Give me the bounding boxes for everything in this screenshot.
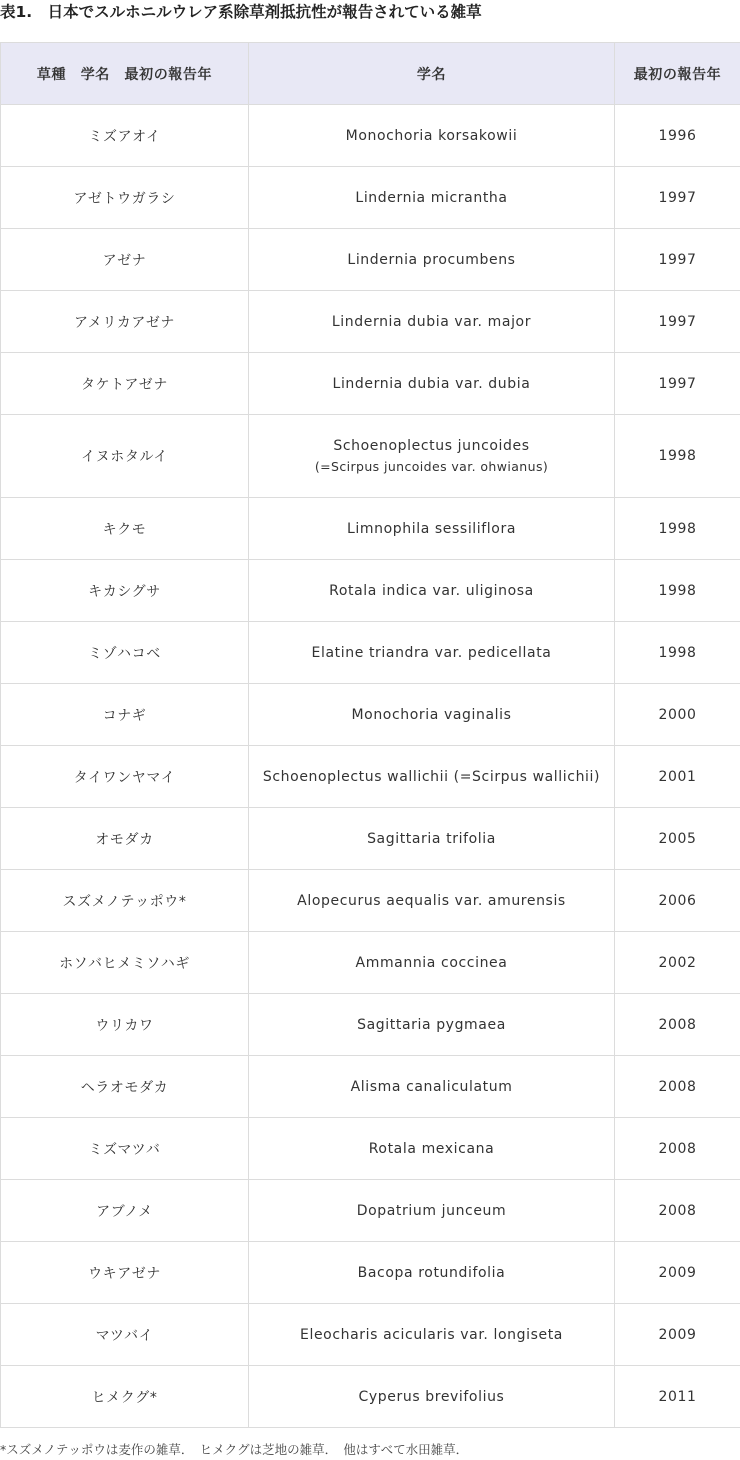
first-report-year-cell: 1998 <box>615 498 740 560</box>
species-name-cell: アメリカアゼナ <box>1 291 249 353</box>
scientific-name: Alisma canaliculatum <box>350 1078 513 1095</box>
table-row <box>1 560 740 622</box>
scientific-name: Lindernia procumbens <box>347 251 516 268</box>
scientific-name: Ammannia coccinea <box>355 954 508 971</box>
scientific-name: Bacopa rotundifolia <box>357 1264 506 1281</box>
scientific-name: Sagittaria trifolia <box>367 830 496 847</box>
first-report-year-cell: 2001 <box>615 746 740 808</box>
first-report-year-cell: 1996 <box>615 105 740 167</box>
table-row <box>1 870 740 932</box>
table-row <box>1 415 740 498</box>
species-name-cell: ミゾハコベ <box>1 622 249 684</box>
table-row <box>1 105 740 167</box>
scientific-name: Schoenoplectus wallichii (=Scirpus wallichii) <box>262 768 601 785</box>
scientific-name-cell <box>249 105 615 167</box>
scientific-name-cell <box>249 560 615 622</box>
species-name-cell: スズメノテッポウ* <box>1 870 249 932</box>
scientific-name: Cyperus brevifolius <box>358 1388 505 1405</box>
first-report-year-cell: 1998 <box>615 622 740 684</box>
species-name-cell: ミズマツバ <box>1 1118 249 1180</box>
species-name-cell: タケトアゼナ <box>1 353 249 415</box>
scientific-name-cell <box>249 415 615 498</box>
first-report-year-cell: 2006 <box>615 870 740 932</box>
resistant-weeds-table <box>0 42 740 1428</box>
table-row <box>1 622 740 684</box>
table-row <box>1 1242 740 1304</box>
scientific-name-cell <box>249 353 615 415</box>
table-row <box>1 498 740 560</box>
first-report-year-cell: 2008 <box>615 1118 740 1180</box>
table-row <box>1 353 740 415</box>
first-report-year-cell: 2008 <box>615 1056 740 1118</box>
first-report-year-cell: 2009 <box>615 1304 740 1366</box>
scientific-name: Schoenoplectus juncoides <box>333 438 530 454</box>
scientific-name: Alopecurus aequalis var. amurensis <box>297 892 566 909</box>
first-report-year-cell: 2011 <box>615 1366 740 1428</box>
first-report-year-cell: 2000 <box>615 684 740 746</box>
first-report-year-cell: 1997 <box>615 353 740 415</box>
species-name-cell: イヌホタルイ <box>1 415 249 498</box>
species-name-cell: マツバイ <box>1 1304 249 1366</box>
table-row <box>1 1366 740 1428</box>
scientific-name-cell <box>249 1242 615 1304</box>
first-report-year-cell: 1998 <box>615 415 740 498</box>
header-first-report-year: 最初の報告年 <box>615 43 740 105</box>
species-name-cell: コナギ <box>1 684 249 746</box>
table-row <box>1 1056 740 1118</box>
species-name-cell: ウキアゼナ <box>1 1242 249 1304</box>
scientific-name: Monochoria vaginalis <box>351 706 512 723</box>
scientific-name-cell <box>249 1118 615 1180</box>
table-caption: 表1. 日本でスルホニルウレア系除草剤抵抗性が報告されている雑草 <box>0 3 482 21</box>
table-body <box>1 105 740 1428</box>
first-report-year-cell: 1997 <box>615 229 740 291</box>
table-row <box>1 167 740 229</box>
table-row <box>1 1180 740 1242</box>
header-species: 草種 学名 最初の報告年 <box>1 43 249 105</box>
species-name-cell: アゼトウガラシ <box>1 167 249 229</box>
table-row <box>1 808 740 870</box>
scientific-name: Rotala mexicana <box>368 1140 495 1157</box>
species-name-cell: ウリカワ <box>1 994 249 1056</box>
table-row <box>1 291 740 353</box>
scientific-name-cell <box>249 746 615 808</box>
scientific-name: Elatine triandra var. pedicellata <box>311 644 552 661</box>
table-row <box>1 229 740 291</box>
scientific-name: Lindernia dubia var. major <box>331 313 532 330</box>
species-name-cell: ミズアオイ <box>1 105 249 167</box>
footnote: *スズメノテッポウは麦作の雑草． ヒメクグは芝地の雑草． 他はすべて水田雑草． <box>0 1442 469 1457</box>
first-report-year-cell: 1997 <box>615 291 740 353</box>
scientific-name-cell <box>249 622 615 684</box>
first-report-year-cell: 2008 <box>615 1180 740 1242</box>
table-row <box>1 684 740 746</box>
species-name-cell: オモダカ <box>1 808 249 870</box>
table-header-row <box>1 43 740 105</box>
first-report-year-cell: 2005 <box>615 808 740 870</box>
scientific-name-cell <box>249 167 615 229</box>
species-name-cell: キクモ <box>1 498 249 560</box>
first-report-year-cell: 2008 <box>615 994 740 1056</box>
species-name-cell: ヒメクグ* <box>1 1366 249 1428</box>
table-row <box>1 746 740 808</box>
scientific-name-cell <box>249 870 615 932</box>
scientific-name: Lindernia micrantha <box>355 189 508 206</box>
scientific-name-cell <box>249 684 615 746</box>
scientific-name-cell <box>249 808 615 870</box>
scientific-name-cell <box>249 1304 615 1366</box>
scientific-name-cell <box>249 229 615 291</box>
scientific-name-cell <box>249 291 615 353</box>
table-row <box>1 1304 740 1366</box>
species-name-cell: ホソバヒメミソハギ <box>1 932 249 994</box>
species-name-cell: キカシグサ <box>1 560 249 622</box>
species-name-cell: ヘラオモダカ <box>1 1056 249 1118</box>
first-report-year-cell: 2002 <box>615 932 740 994</box>
scientific-name: Rotala indica var. uliginosa <box>329 582 534 599</box>
scientific-name: Limnophila sessiliflora <box>346 520 517 537</box>
scientific-name-cell <box>249 994 615 1056</box>
table-row <box>1 994 740 1056</box>
scientific-name-synonym: (=Scirpus juncoides var. ohwianus) <box>314 459 549 474</box>
species-name-cell: アブノメ <box>1 1180 249 1242</box>
scientific-name-cell <box>249 932 615 994</box>
first-report-year-cell: 2009 <box>615 1242 740 1304</box>
scientific-name: Dopatrium junceum <box>356 1202 507 1219</box>
scientific-name: Lindernia dubia var. dubia <box>332 375 531 392</box>
scientific-name-cell <box>249 498 615 560</box>
scientific-name-cell <box>249 1056 615 1118</box>
scientific-name-cell <box>249 1180 615 1242</box>
scientific-name: Monochoria korsakowii <box>345 127 518 144</box>
scientific-name-cell <box>249 1366 615 1428</box>
scientific-name: Sagittaria pygmaea <box>357 1016 506 1033</box>
table-row <box>1 1118 740 1180</box>
table-row <box>1 932 740 994</box>
first-report-year-cell: 1998 <box>615 560 740 622</box>
header-scientific-name: 学名 <box>249 43 615 105</box>
scientific-name: Eleocharis acicularis var. longiseta <box>300 1326 563 1343</box>
first-report-year-cell: 1997 <box>615 167 740 229</box>
species-name-cell: アゼナ <box>1 229 249 291</box>
species-name-cell: タイワンヤマイ <box>1 746 249 808</box>
